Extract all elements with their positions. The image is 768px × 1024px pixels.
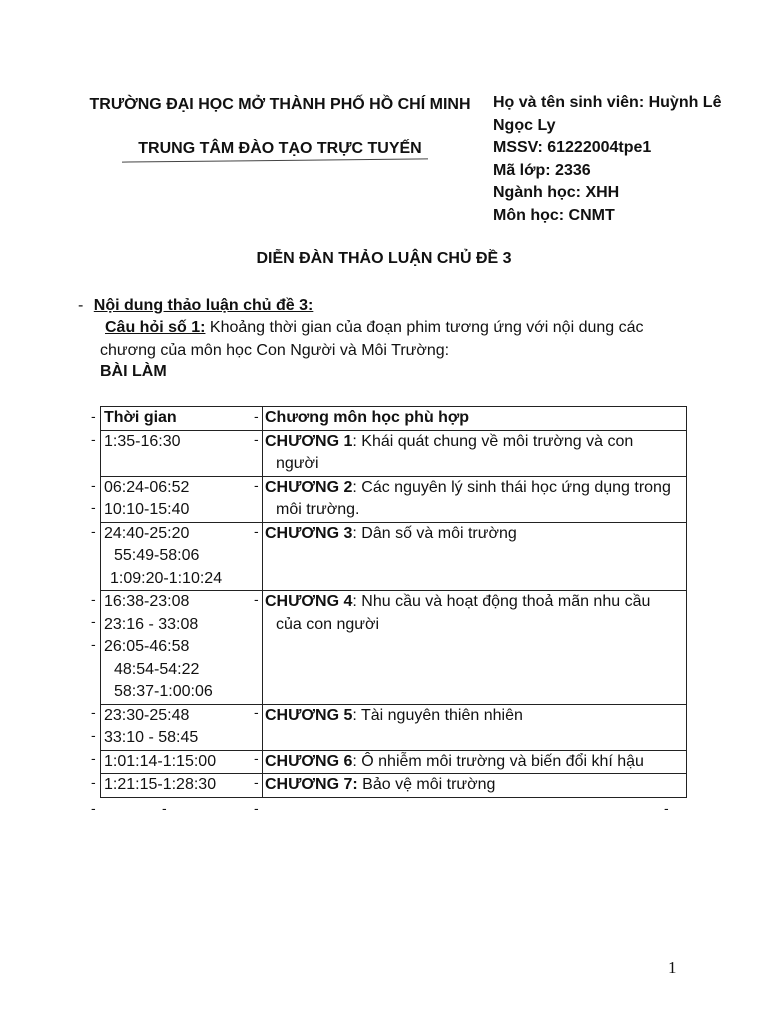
subject: Môn học: CNMT <box>493 206 615 224</box>
time-range: 10:10-15:40 <box>104 501 190 518</box>
chapter-title: CHƯƠNG 7: <box>265 776 358 793</box>
dash-mark: - <box>91 477 96 493</box>
time-range: 16:38-23:08 <box>104 593 190 610</box>
dash-mark: - <box>91 636 96 652</box>
chapter-time-table <box>100 406 687 798</box>
question-line <box>105 317 644 340</box>
dash-mark: - <box>91 499 96 515</box>
dash-mark: - <box>254 750 259 766</box>
document-title: DIỄN ĐÀN THẢO LUẬN CHỦ ĐỀ 3 <box>256 250 512 267</box>
time-range: 06:24-06:52 <box>104 478 190 496</box>
question-label: Câu hỏi số 1: <box>105 319 206 336</box>
time-range: 33:10 - 58:45 <box>104 729 199 746</box>
table-row <box>101 704 687 750</box>
time-range: 1:21:15-1:28:30 <box>104 776 217 793</box>
section-heading: Nội dung thảo luận chủ đề 3: <box>93 297 314 314</box>
class-code: Mã lớp: 2336 <box>493 161 591 179</box>
chapter-desc: : Khái quát chung về môi trường và con <box>352 432 634 450</box>
dash-mark: - <box>162 800 167 816</box>
dash-mark: - <box>91 727 96 743</box>
dash-mark: - <box>254 774 259 790</box>
time-range: 1:01:14-1:15:00 <box>104 752 217 770</box>
chapter-desc-cont: người <box>276 455 319 472</box>
section-bullet: - <box>78 297 84 314</box>
time-range: 55:49-58:06 <box>114 547 200 564</box>
table-header-row <box>101 407 687 431</box>
student-id: MSSV: 61222004tpe1 <box>493 139 652 156</box>
dash-mark: - <box>91 800 96 816</box>
time-range: 23:30-25:48 <box>104 706 190 724</box>
table-row <box>101 774 687 798</box>
chapter-desc-cont: của con người <box>276 615 380 633</box>
table-row <box>101 522 687 591</box>
header-left <box>80 94 480 160</box>
chapter-desc: : Dân số và môi trường <box>352 524 517 542</box>
chapter-title: CHƯƠNG 3 <box>265 524 353 542</box>
section-heading-row <box>78 295 313 318</box>
chapter-desc: : Các nguyên lý sinh thái học ứng dụng trong <box>352 478 671 496</box>
page-number: 1 <box>668 958 677 977</box>
chapter-title: CHƯƠNG 4 <box>265 593 353 610</box>
university-name: TRƯỜNG ĐẠI HỌC MỞ THÀNH PHỐ HỒ CHÍ MINH <box>89 96 471 113</box>
chapter-title: CHƯƠNG 5 <box>265 706 353 724</box>
chapter-desc-cont: môi trường. <box>276 501 360 518</box>
table-row <box>101 476 687 522</box>
dash-mark: - <box>91 408 96 424</box>
time-range: 1:09:20-1:10:24 <box>110 569 223 587</box>
table-row <box>101 750 687 774</box>
time-range: 58:37-1:00:06 <box>114 683 213 700</box>
question-text: Khoảng thời gian của đoạn phim tương ứng với nội dung các <box>205 319 644 336</box>
time-range: 48:54-54:22 <box>114 660 200 678</box>
center-name: TRUNG TÂM ĐÀO TẠO TRỰC TUYẾN <box>138 140 422 157</box>
time-range: 24:40-25:20 <box>104 524 190 542</box>
dash-mark: - <box>91 523 96 539</box>
table-row <box>101 591 687 705</box>
table-row <box>101 430 687 476</box>
dash-mark: - <box>91 750 96 766</box>
dash-mark: - <box>254 408 259 424</box>
answer-label: BÀI LÀM <box>100 363 167 380</box>
dash-mark: - <box>254 477 259 493</box>
header-time: Thời gian <box>101 407 263 431</box>
dash-mark: - <box>254 800 259 816</box>
chapter-desc: Bảo vệ môi trường <box>357 776 496 793</box>
dash-mark: - <box>91 613 96 629</box>
time-range: 26:05-46:58 <box>104 638 190 655</box>
dash-mark: - <box>91 774 96 790</box>
dash-mark: - <box>91 591 96 607</box>
header-chapter: Chương môn học phù hợp <box>263 407 687 431</box>
student-name-line1: Họ và tên sinh viên: Huỳnh Lê <box>493 94 722 111</box>
major: Ngành học: XHH <box>493 184 620 201</box>
chapter-title: CHƯƠNG 1 <box>265 432 353 450</box>
chapter-title: CHƯƠNG 6 <box>265 752 353 770</box>
dash-mark: - <box>254 523 259 539</box>
dash-mark: - <box>254 591 259 607</box>
chapter-desc: : Tài nguyên thiên nhiên <box>352 706 523 724</box>
dash-mark: - <box>254 704 259 720</box>
dash-mark: - <box>664 800 669 816</box>
chapter-title: CHƯƠNG 2 <box>265 478 353 496</box>
question-text-cont: chương của môn học Con Người và Môi Trường: <box>100 342 450 359</box>
chapter-desc: : Nhu cầu và hoạt động thoả mãn nhu cầu <box>352 593 651 610</box>
dash-mark: - <box>254 431 259 447</box>
dash-mark: - <box>91 704 96 720</box>
student-info <box>493 92 763 227</box>
dash-mark: - <box>91 431 96 447</box>
student-name-line2: Ngọc Ly <box>493 116 556 134</box>
chapter-desc: : Ô nhiễm môi trường và biến đổi khí hậu <box>352 752 644 770</box>
time-range: 23:16 - 33:08 <box>104 615 199 633</box>
time-range: 1:35-16:30 <box>104 432 181 450</box>
